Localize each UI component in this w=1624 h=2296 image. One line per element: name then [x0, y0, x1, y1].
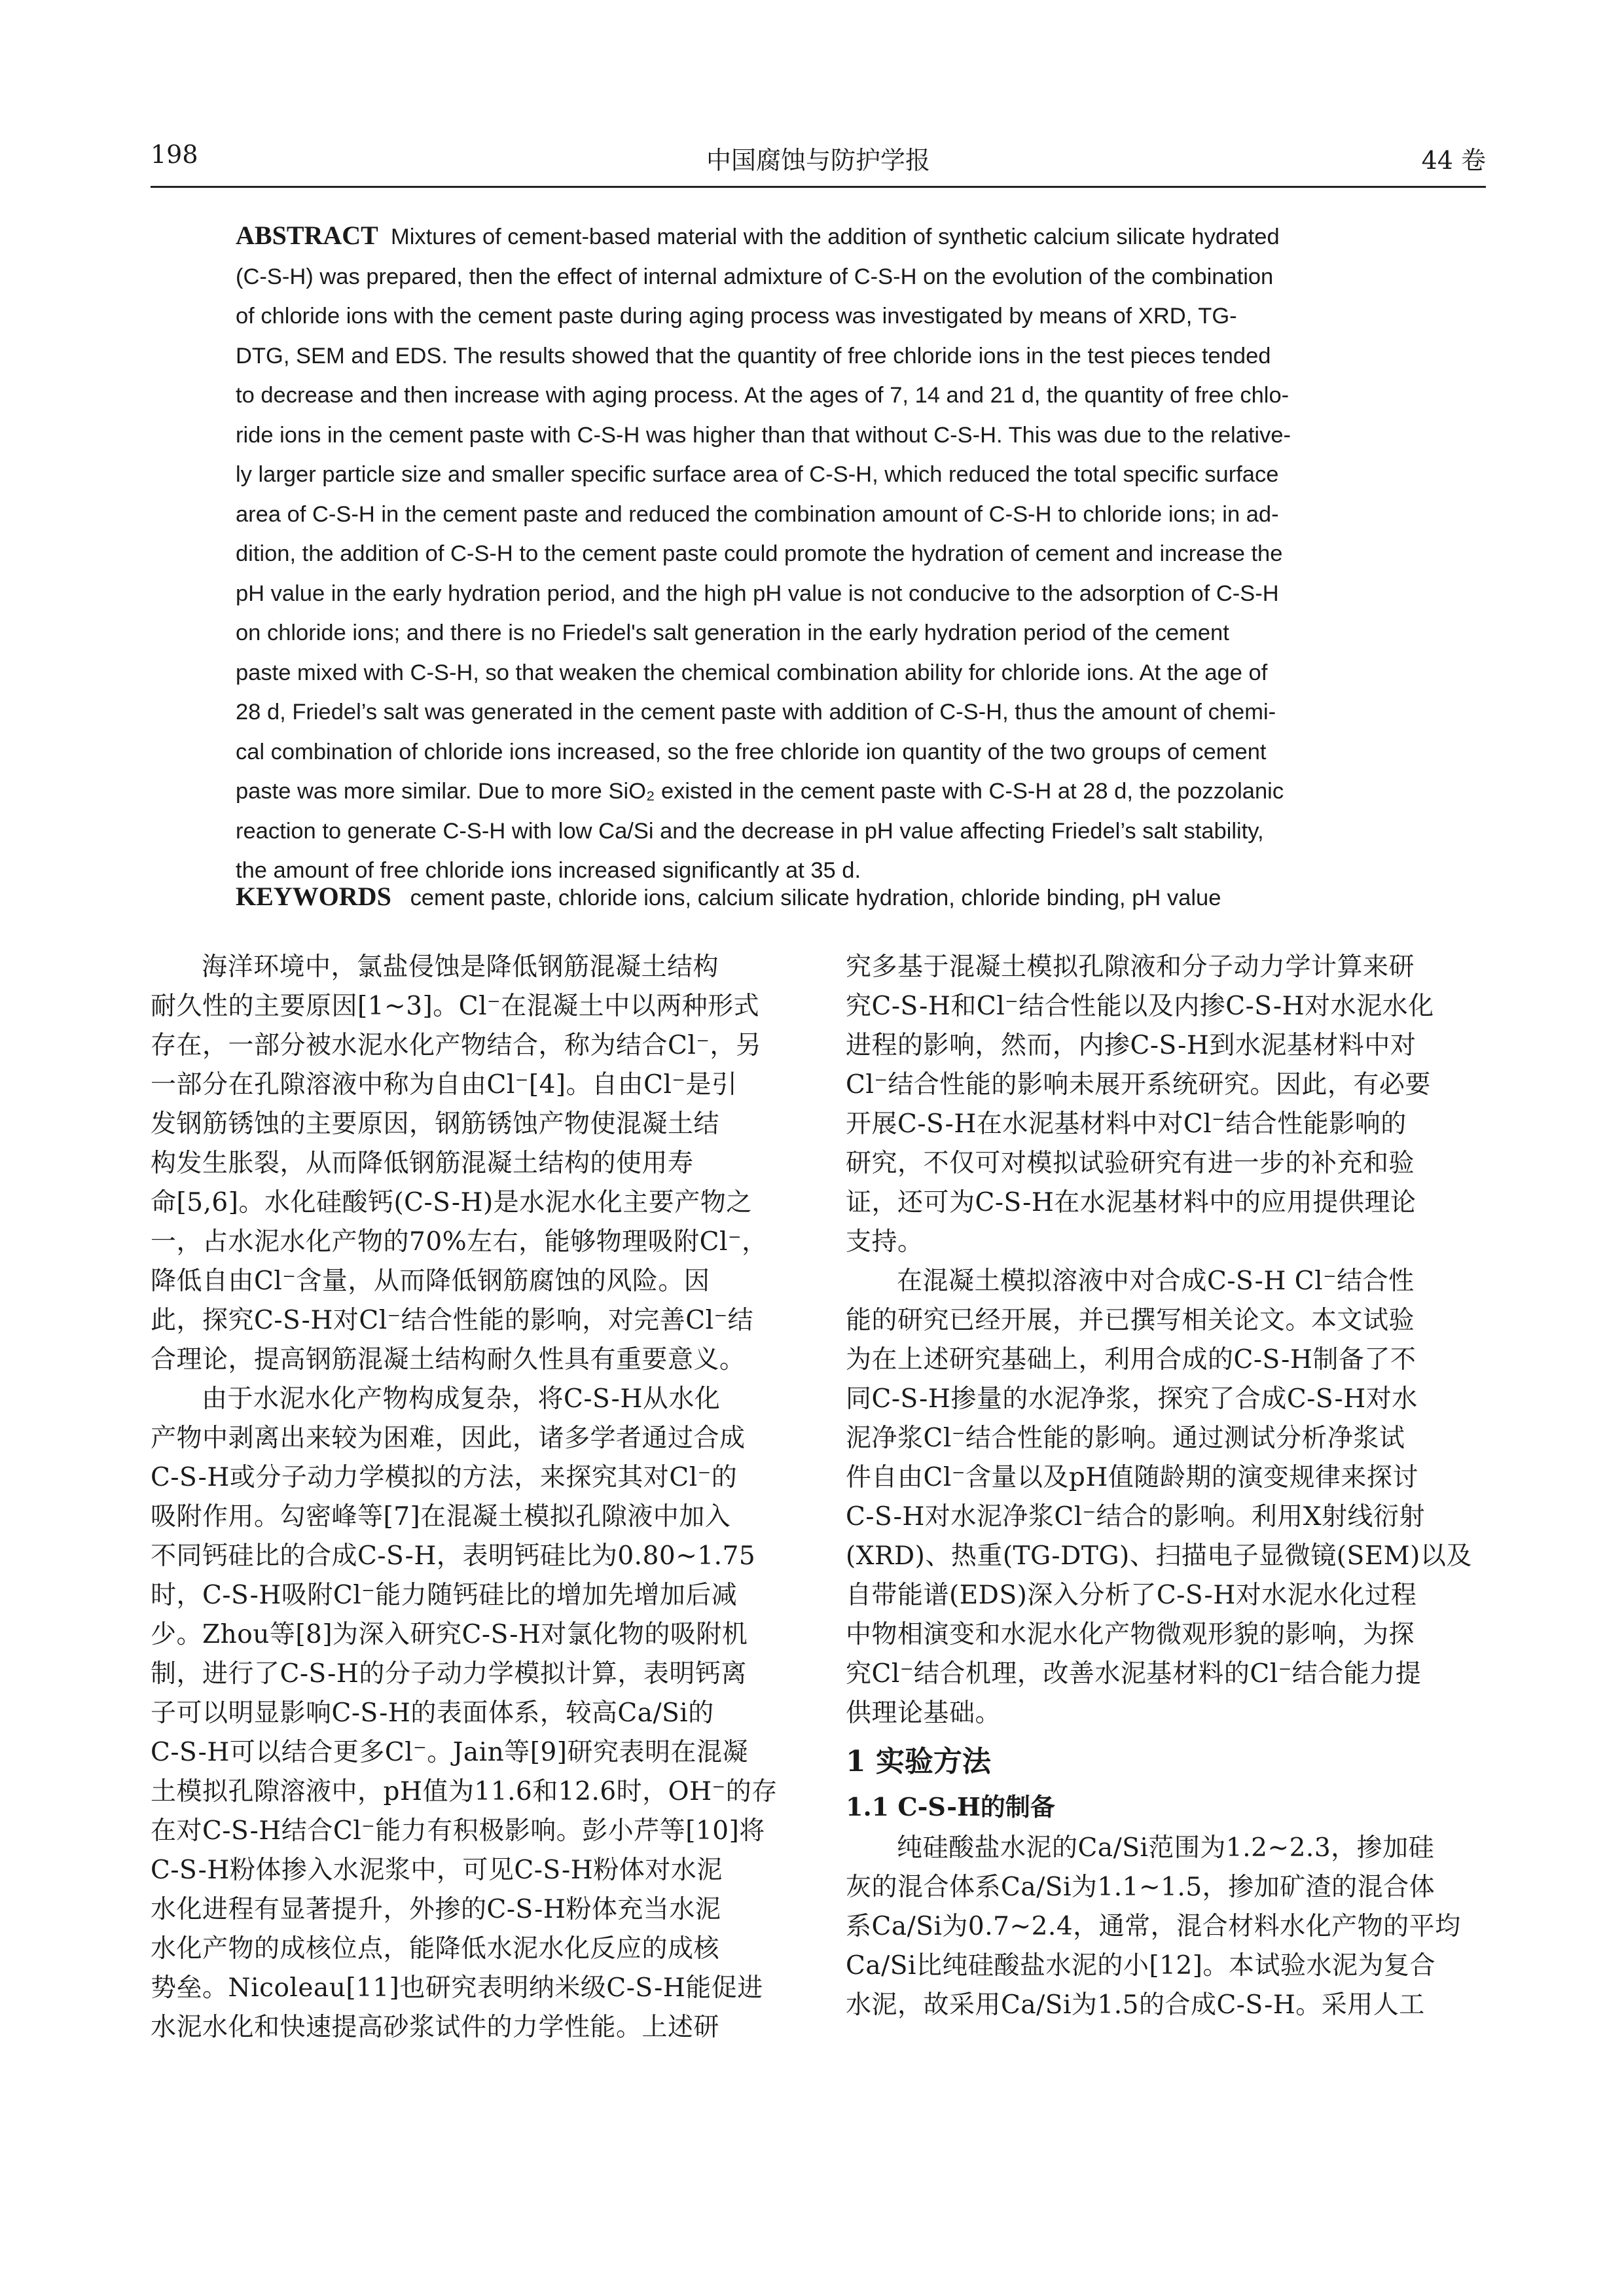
body-line: 发钢筋锈蚀的主要原因，钢筋锈蚀产物使混凝土结 [151, 1109, 720, 1139]
body-line: 少。Zhou等[8]为深入研究C-S-H对氯化物的吸附机 [151, 1620, 748, 1649]
body-line: 命[5,6]。水化硅酸钙(C-S-H)是水泥水化主要产物之 [151, 1188, 752, 1217]
body-line: 一，占水泥水化产物的70%左右，能够物理吸附Cl⁻， [151, 1227, 768, 1257]
body-line: 不同钙硅比的合成C-S-H，表明钙硅比为0.80~1.75 [151, 1541, 756, 1571]
body-line: 泥净浆Cl⁻结合性能的影响。通过测试分析净浆试 [846, 1424, 1405, 1453]
body-line: 由于水泥水化产物构成复杂，将C-S-H从水化 [202, 1384, 721, 1414]
body-line: 支持。 [846, 1227, 924, 1257]
journal-title: 中国腐蚀与防护学报 [706, 146, 930, 175]
body-line: 降低自由Cl⁻含量，从而降低钢筋腐蚀的风险。因 [151, 1266, 710, 1296]
body-line: 中物相演变和水泥水化产物微观形貌的影响，为探 [846, 1620, 1415, 1649]
abstract-line: area of C-S-H in the cement paste and reduced the combination amount of C-S-H to chloride ions; in ad- [236, 501, 1279, 527]
body-line: 水化产物的成核位点，能降低水泥水化反应的成核 [151, 1934, 720, 1964]
page-header [151, 136, 1486, 188]
abstract-line: pH value in the early hydration period, and the high pH value is not conducive to the adsorption of C-S-H [236, 581, 1279, 606]
body-line: 纯硅酸盐水泥的Ca/Si范围为1.2~2.3，掺加硅 [897, 1833, 1435, 1863]
left-column [151, 948, 779, 2047]
abstract-line: ly larger particle size and smaller specific surface area of C-S-H, which reduced the total specific surface [236, 462, 1279, 487]
abstract-line: 28 d, Friedel’s salt was generated in the cement paste with addition of C-S-H, thus the amount of chemi- [236, 700, 1276, 725]
abstract-line: paste was more similar. Due to more SiO₂ existed in the cement paste with C-S-H at 28 d, the pozzolanic [236, 779, 1284, 804]
body-line: 海洋环境中，氯盐侵蚀是降低钢筋混凝土结构 [202, 952, 719, 982]
body-line: 究Cl⁻结合机理，改善水泥基材料的Cl⁻结合能力提 [846, 1659, 1422, 1689]
body-line: 进程的影响，然而，内掺C-S-H到水泥基材料中对 [846, 1031, 1416, 1060]
abstract-line: (C-S-H) was prepared, then the effect of internal admixture of C-S-H on the evolution of the combination [236, 264, 1274, 289]
abstract-line: of chloride ions with the cement paste during aging process was investigated by means of XRD, TG- [236, 304, 1237, 329]
body-line: 证，还可为C-S-H在水泥基材料中的应用提供理论 [846, 1188, 1416, 1217]
body-line: 合理论，提高钢筋混凝土结构耐久性具有重要意义。 [151, 1345, 746, 1374]
abstract-line: reaction to generate C-S-H with low Ca/Si and the decrease in pH value affecting Friedel’s salt stability, [236, 818, 1264, 844]
body-line: 件自由Cl⁻含量以及pH值随龄期的演变规律来探讨 [846, 1463, 1418, 1492]
body-line: 势垒。Nicoleau[11]也研究表明纳米级C-S-H能促进 [151, 1973, 763, 2003]
section-heading: 1 实验方法 [846, 1745, 991, 1778]
body-line: (XRD)、热重(TG-DTG)、扫描电子显微镜(SEM)以及 [846, 1541, 1472, 1571]
abstract-line: to decrease and then increase with aging process. At the ages of 7, 14 and 21 d, the quantity of free chlo- [236, 383, 1290, 408]
body-line: 土模拟孔隙溶液中，pH值为11.6和12.6时，OH⁻的存 [151, 1777, 778, 1806]
keywords-block [236, 881, 1388, 912]
abstract-line: ride ions in the cement paste with C-S-H was higher than that without C-S-H. This was due to the relative- [236, 422, 1291, 448]
page-number: 198 [151, 140, 198, 169]
body-line: 存在，一部分被水泥水化产物结合，称为结合Cl⁻，另 [151, 1031, 762, 1060]
abstract-line: the amount of free chloride ions increased significantly at 35 d. [236, 858, 861, 883]
body-line: 自带能谱(EDS)深入分析了C-S-H对水泥水化过程 [846, 1581, 1417, 1610]
body-line: 为在上述研究基础上，利用合成的C-S-H制备了不 [846, 1345, 1416, 1374]
body-line: C-S-H粉体掺入水泥浆中，可见C-S-H粉体对水泥 [151, 1856, 723, 1885]
body-line: C-S-H可以结合更多Cl⁻。Jain等[9]研究表明在混凝 [151, 1738, 748, 1767]
body-line: 能的研究已经开展，并已撰写相关论文。本文试验 [846, 1306, 1415, 1335]
body-line: 此，探究C-S-H对Cl⁻结合性能的影响，对完善Cl⁻结 [151, 1306, 754, 1335]
body-line: 制，进行了C-S-H的分子动力学模拟计算，表明钙离 [151, 1659, 747, 1689]
body-line: 构发生胀裂，从而降低钢筋混凝土结构的使用寿 [151, 1149, 694, 1178]
subsection-heading: 1.1 C-S-H的制备 [846, 1792, 1055, 1821]
body-line: 在对C-S-H结合Cl⁻能力有积极影响。彭小芹等[10]将 [151, 1816, 765, 1846]
body-line: 水泥，故采用Ca/Si为1.5的合成C-S-H。采用人工 [846, 1990, 1425, 2020]
abstract-block [236, 216, 1388, 891]
keywords-label: KEYWORDS [236, 882, 391, 911]
body-line: 究C-S-H和Cl⁻结合性能以及内掺C-S-H对水泥水化 [846, 992, 1434, 1021]
abstract-line: on chloride ions; and there is no Friedel's salt generation in the early hydration period of the cement [236, 620, 1229, 645]
body-line: Ca/Si比纯硅酸盐水泥的小[12]。本试验水泥为复合 [846, 1951, 1435, 1981]
abstract-label: ABSTRACT [236, 221, 378, 250]
body-line: 耐久性的主要原因[1~3]。Cl⁻在混凝土中以两种形式 [151, 992, 760, 1021]
body-line: 时，C-S-H吸附Cl⁻能力随钙硅比的增加先增加后减 [151, 1581, 738, 1610]
abstract-text: Mixtures of cement-based material with the addition of synthetic calcium silicate hydrated [391, 224, 1280, 249]
volume-label: 44 卷 [1421, 146, 1486, 175]
body-line: 供理论基础。 [846, 1698, 1001, 1728]
body-line: 研究，不仅可对模拟试验研究有进一步的补充和验 [846, 1149, 1415, 1178]
abstract-line: DTG, SEM and EDS. The results showed that the quantity of free chloride ions in the test pieces tended [236, 343, 1271, 368]
body-line: 灰的混合体系Ca/Si为1.1~1.5，掺加矿渣的混合体 [846, 1873, 1435, 1902]
right-column [846, 948, 1474, 2025]
abstract-line: dition, the addition of C-S-H to the cement paste could promote the hydration of cement and increase the [236, 541, 1283, 566]
body-line: Cl⁻结合性能的影响未展开系统研究。因此，有必要 [846, 1070, 1431, 1100]
body-line: 系Ca/Si为0.7~2.4，通常，混合材料水化产物的平均 [846, 1912, 1461, 1941]
body-line: 子可以明显影响C-S-H的表面体系，较高Ca/Si的 [151, 1698, 714, 1728]
body-line: 水化进程有显著提升，外掺的C-S-H粉体充当水泥 [151, 1895, 721, 1924]
body-line: 在混凝土模拟溶液中对合成C-S-H Cl⁻结合性 [897, 1266, 1415, 1296]
body-line: C-S-H或分子动力学模拟的方法，来探究其对Cl⁻的 [151, 1463, 738, 1492]
abstract-line [236, 216, 1388, 257]
body-line: C-S-H对水泥净浆Cl⁻结合的影响。利用X射线衍射 [846, 1502, 1426, 1532]
keywords-text: cement paste, chloride ions, calcium silicate hydration, chloride binding, pH value [410, 886, 1221, 910]
body-line: 产物中剥离出来较为困难，因此，诸多学者通过合成 [151, 1424, 746, 1453]
body-line: 开展C-S-H在水泥基材料中对Cl⁻结合性能影响的 [846, 1109, 1407, 1139]
abstract-line: cal combination of chloride ions increased, so the free chloride ion quantity of the two groups of cement [236, 739, 1267, 764]
body-line: 水泥水化和快速提高砂浆试件的力学性能。上述研 [151, 2013, 720, 2042]
abstract-line: paste mixed with C-S-H, so that weaken the chemical combination ability for chloride ions. At the age of [236, 660, 1268, 685]
body-line: 吸附作用。勾密峰等[7]在混凝土模拟孔隙液中加入 [151, 1502, 731, 1532]
body-line: 一部分在孔隙溶液中称为自由Cl⁻[4]。自由Cl⁻是引 [151, 1070, 738, 1100]
body-line: 同C-S-H掺量的水泥净浆，探究了合成C-S-H对水 [846, 1384, 1418, 1414]
body-line: 究多基于混凝土模拟孔隙液和分子动力学计算来研 [846, 952, 1415, 982]
